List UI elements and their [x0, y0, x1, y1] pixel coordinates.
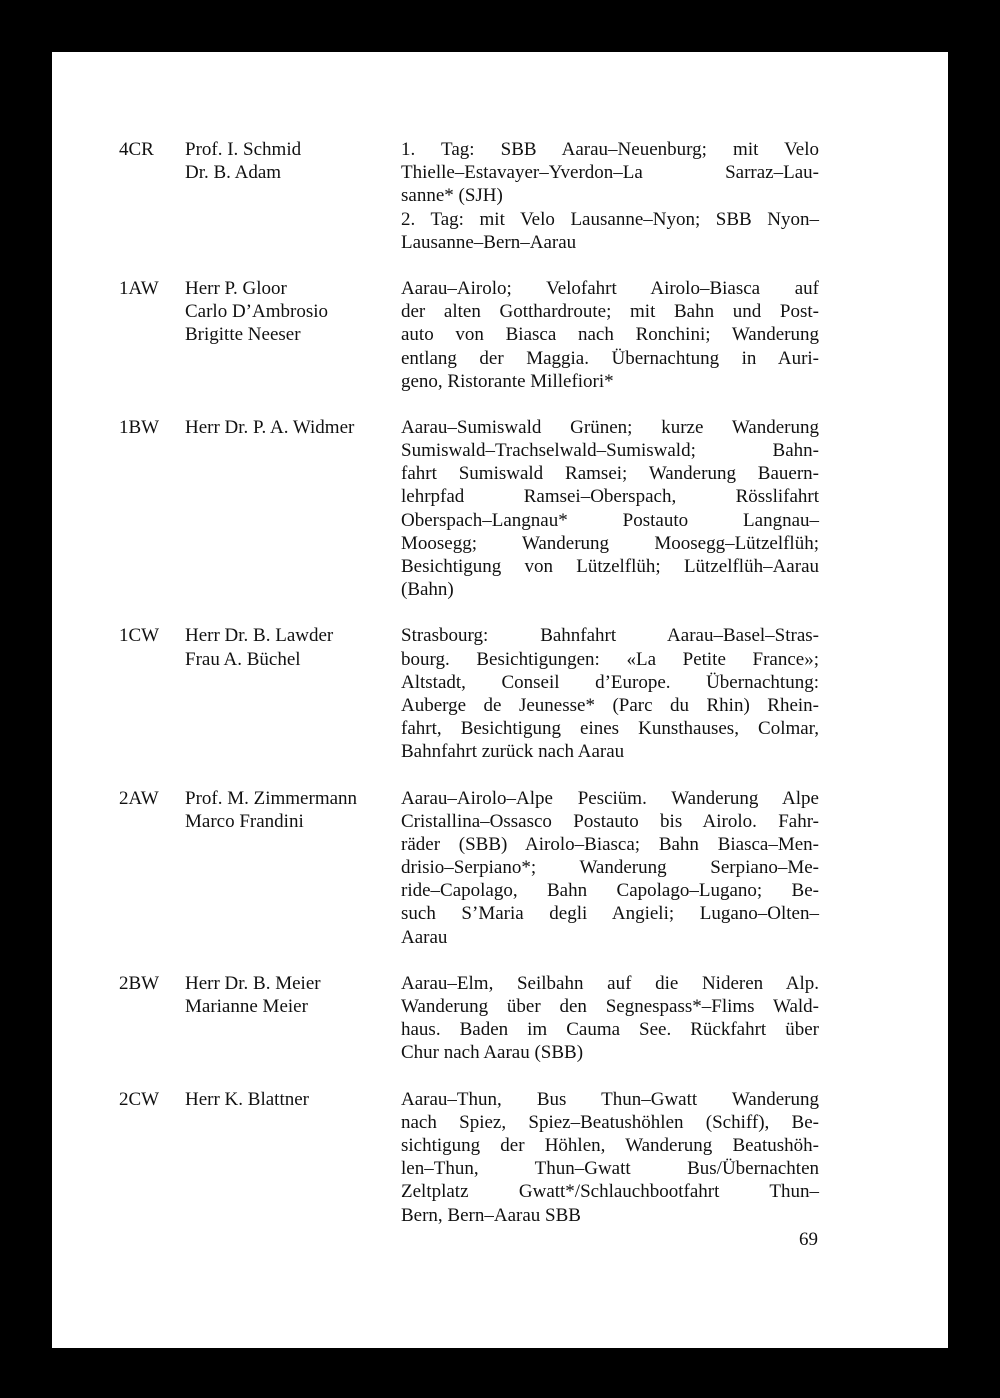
- excursion-leaders: [185, 277, 401, 393]
- excursion-description: [401, 138, 819, 254]
- description-line: nach Spiez, Spiez–Beatushöhlen (Schiff), Be-: [401, 1111, 819, 1133]
- leader-name: Brigitte Neeser: [185, 324, 301, 346]
- description-line: auto von Biasca nach Ronchini; Wanderung: [401, 324, 819, 346]
- leader-name: Herr P. Gloor: [185, 277, 287, 299]
- description-line: Moosegg; Wanderung Moosegg–Lützelflüh;: [401, 532, 819, 554]
- description-line: Aarau–Sumiswald Grünen; kurze Wanderung: [401, 416, 819, 438]
- description-line: haus. Baden im Cauma See. Rückfahrt über: [401, 1019, 819, 1041]
- description-line: bourg. Besichtigungen: «La Petite France»;: [401, 648, 819, 670]
- excursion-description: [401, 624, 819, 763]
- document-page: [52, 52, 948, 1348]
- excursion-entry: [119, 138, 879, 254]
- description-line: drisio–Serpiano*; Wanderung Serpiano–Me-: [401, 857, 819, 879]
- description-line: Sumiswald–Trachselwald–Sumiswald; Bahn-: [401, 440, 819, 462]
- leader-name: Frau A. Büchel: [185, 648, 301, 670]
- excursion-code: 1BW: [119, 416, 160, 438]
- excursion-leaders: [185, 1088, 401, 1227]
- excursion-leaders: [185, 787, 401, 949]
- description-line: 1. Tag: SBB Aarau–Neuenburg; mit Velo: [401, 139, 819, 160]
- description-line: ride–Capolago, Bahn Capolago–Lugano; Be-: [401, 880, 819, 902]
- description-line: Oberspach–Langnau* Postauto Langnau–: [401, 509, 819, 531]
- excursion-description: [401, 277, 819, 393]
- excursion-code: 1CW: [119, 625, 160, 647]
- leader-name: Herr Dr. B. Meier: [185, 972, 321, 994]
- leader-name: Herr Dr. B. Lawder: [185, 625, 334, 647]
- description-line: Chur nach Aarau (SBB): [401, 1042, 584, 1064]
- excursion-leaders: [185, 972, 401, 1065]
- excursion-list: [119, 138, 879, 1250]
- excursion-entry: [119, 787, 879, 949]
- description-line: Bahnfahrt zurück nach Aarau: [401, 741, 625, 763]
- excursion-code: 4CR: [119, 139, 154, 160]
- description-line: lehrpfad Ramsei–Oberspach, Rösslifahrt: [401, 486, 819, 508]
- leader-name: Dr. B. Adam: [185, 162, 282, 184]
- excursion-code: 2BW: [119, 972, 160, 994]
- description-line: räder (SBB) Airolo–Biasca; Bahn Biasca–Men-: [401, 833, 819, 855]
- description-line: Strasbourg: Bahnfahrt Aarau–Basel–Stras-: [401, 625, 819, 647]
- excursion-leaders: [185, 416, 401, 602]
- description-line: Aarau–Elm, Seilbahn auf die Nideren Alp.: [401, 972, 819, 994]
- excursion-code: 2AW: [119, 787, 159, 809]
- description-line: 2. Tag: mit Velo Lausanne–Nyon; SBB Nyon–: [401, 208, 819, 230]
- excursion-entry: [119, 624, 879, 763]
- description-line: entlang der Maggia. Übernachtung in Auri-: [401, 347, 819, 369]
- description-line: sanne* (SJH): [401, 185, 503, 207]
- page-number: 69: [799, 1229, 818, 1250]
- excursion-description: [401, 787, 819, 949]
- description-line: Wanderung über den Segnespass*–Flims Wald-: [401, 996, 819, 1017]
- description-line: Zeltplatz Gwatt*/Schlauchbootfahrt Thun–: [401, 1181, 819, 1203]
- description-line: Altstadt, Conseil d’Europe. Übernachtung:: [401, 671, 819, 693]
- excursion-entry: [119, 277, 879, 393]
- excursion-entry: [119, 416, 879, 602]
- excursion-code: 1AW: [119, 277, 159, 299]
- excursion-leaders: [185, 624, 401, 763]
- description-line: fahrt, Besichtigung eines Kunsthauses, Colmar,: [401, 718, 819, 740]
- leader-name: Marco Frandini: [185, 810, 304, 832]
- excursion-code: 2CW: [119, 1088, 160, 1110]
- description-line: Aarau–Thun, Bus Thun–Gwatt Wanderung: [401, 1088, 819, 1110]
- leader-name: Marianne Meier: [185, 996, 308, 1017]
- description-line: Aarau: [401, 926, 448, 948]
- description-line: Aarau–Airolo–Alpe Pesciüm. Wanderung Alpe: [401, 787, 819, 809]
- leader-name: Herr Dr. P. A. Widmer: [185, 416, 355, 438]
- description-line: der alten Gotthardroute; mit Bahn und Post-: [401, 301, 819, 323]
- description-line: fahrt Sumiswald Ramsei; Wanderung Bauern-: [401, 463, 819, 485]
- leader-name: Herr K. Blattner: [185, 1088, 309, 1110]
- description-line: Lausanne–Bern–Aarau: [401, 231, 577, 253]
- description-line: Auberge de Jeunesse* (Parc du Rhin) Rhein-: [401, 694, 819, 716]
- excursion-entry: [119, 972, 879, 1065]
- leader-name: Prof. I. Schmid: [185, 139, 302, 160]
- excursion-description: [401, 972, 819, 1065]
- description-line: Besichtigung von Lützelflüh; Lützelflüh–Aarau: [401, 556, 819, 577]
- description-line: Aarau–Airolo; Velofahrt Airolo–Biasca auf: [401, 277, 819, 299]
- excursion-description: [401, 1088, 819, 1227]
- description-line: geno, Ristorante Millefiori*: [401, 370, 614, 392]
- leader-name: Prof. M. Zimmermann: [185, 787, 358, 809]
- excursion-leaders: [185, 138, 401, 254]
- leader-name: Carlo D’Ambrosio: [185, 301, 329, 323]
- excursion-entry: [119, 1088, 879, 1227]
- description-line: sichtigung der Höhlen, Wanderung Beatushöh-: [401, 1134, 819, 1156]
- excursion-description: [401, 416, 819, 602]
- description-line: Cristallina–Ossasco Postauto bis Airolo. Fahr-: [401, 810, 819, 832]
- description-line: (Bahn): [401, 579, 454, 601]
- description-line: len–Thun, Thun–Gwatt Bus/Übernachten: [401, 1158, 819, 1180]
- description-line: Thielle–Estavayer–Yverdon–La Sarraz–Lau-: [401, 162, 819, 184]
- description-line: Bern, Bern–Aarau SBB: [401, 1204, 581, 1226]
- description-line: such S’Maria degli Angieli; Lugano–Olten–: [401, 903, 819, 925]
